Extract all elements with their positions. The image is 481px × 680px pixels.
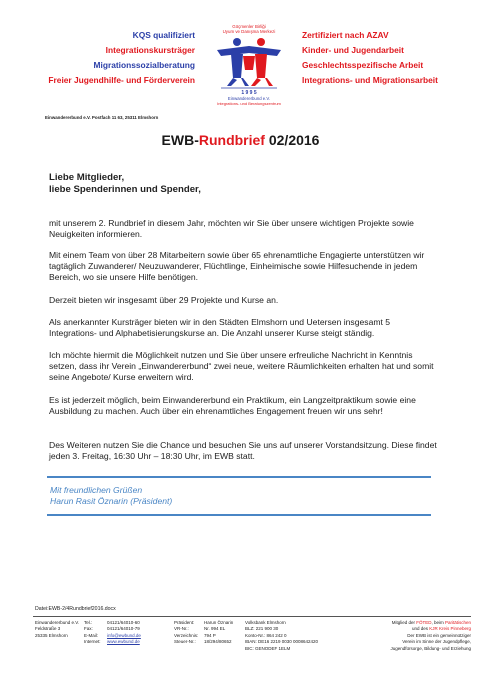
- header-left-line-4: Freier Jugendhilfe- und Förderverein: [48, 75, 195, 85]
- footer-email-link[interactable]: info@ewbund.de: [107, 632, 141, 638]
- footer-vr-label: VR-Nr.:: [174, 626, 189, 632]
- footer-city: 25335 Elmshorn: [35, 632, 68, 638]
- greeting-line-1: Liebe Mitglieder,: [49, 172, 125, 183]
- svg-text:Göçmenler Birliği: Göçmenler Birliği: [232, 24, 266, 29]
- footer-registry-values: [204, 620, 233, 646]
- footer-president-value: Harun Öznarin: [204, 620, 234, 625]
- paragraph-4: Als anerkannter Kursträger bieten wir in den Städten Elmshorn und Uetersen insgesamt 5 Integrations- und Alphabetisierungskurse an. Die Anzahl unserer Kurse steigt ständig.: [49, 317, 391, 338]
- footer-tax-value: 18/294/80652: [204, 639, 232, 645]
- footer-website-link[interactable]: www.ewbund.de: [107, 639, 140, 645]
- header-right-line-4: Integrations- und Migrationsarbeit: [302, 75, 438, 85]
- header-left-line-2: Integrationskursträger: [105, 45, 195, 55]
- footer-membership-line-4: Verein im Sinne der Jugendpflege,: [402, 639, 471, 645]
- paragraph-2: Mit einem Team von über 28 Mitarbeitern sowie über 65 ehrenamtliche Engagierte unterstützen wir tagtäglich Zuwanderer/ Neuzuwanderer, Flüchtlinge, Einheimische sowie Hilfesuchende in jedem Bereich, wo sie unsere Hilfe benötigen.: [49, 250, 425, 282]
- footer-bank-info: [245, 620, 318, 652]
- footer-registry-labels: [174, 620, 198, 646]
- organization-logo: [203, 20, 295, 106]
- paragraph-1: mit unserem 2. Rundbrief in diesem Jahr, möchten wir Sie über unsere wichtigen Projekte sowie Neuigkeiten informieren.: [49, 218, 414, 239]
- greeting-line-2: liebe Spenderinnen und Spender,: [49, 184, 201, 195]
- footer-email-label: E-Mail:: [84, 632, 99, 638]
- logo-graphic-icon: [203, 20, 295, 106]
- footer-iban: IBAN: DE16 2219 0030 0008642420: [245, 639, 319, 645]
- footer-membership-line-1: Mitglied der FÖTED, beim Paritätischen: [391, 620, 471, 625]
- footer-membership: [343, 620, 471, 652]
- header-right-line-1: Zertifiziert nach AZAV: [302, 30, 389, 40]
- footer-fax-value: 04121/64010-79: [107, 626, 140, 632]
- signature-closing: Mit freundlichen Grüßen: [50, 485, 143, 495]
- title-suffix: 02/2016: [264, 132, 320, 148]
- header-left-line-3: Migrationssozialberatung: [93, 60, 195, 70]
- paragraph-7: Des Weiteren nutzen Sie die Chance und besuchen Sie uns auf unserer Vorstandsitzung. Diese findet jeden 3. Freitag, 16:30 Uhr – 18:30 Uhr, im EWB statt.: [49, 440, 437, 461]
- footer-account: Konto-Nr.: 864 242 0: [245, 632, 287, 638]
- footer-membership-line-3: Der EWB ist ein gemeinnütziger: [407, 632, 471, 638]
- signature-name: Harun Rasit Öznarin (Präsident): [50, 496, 173, 506]
- footer-tax-label: Steuer-Nr.:: [174, 639, 196, 645]
- footer-blz: BLZ: 221 900 30: [245, 626, 279, 632]
- header-left-line-1: KQS qualifiziert: [132, 30, 195, 40]
- footer-tel-label: Tel.:: [84, 620, 93, 625]
- footer-fax-label: Fax:: [84, 626, 93, 632]
- footer-membership-line-5: Jugendfürsorge, Bildung- und Erziehung: [390, 645, 471, 651]
- header-right-line-3: Geschlechtsspezifische Arbeit: [302, 60, 424, 70]
- signature-bottom-rule: [47, 514, 431, 516]
- file-name-label: Datei:EWB-2/4Rundbrief2016.docx: [35, 606, 116, 612]
- footer-vr-value: Nr. 994 EL: [204, 626, 226, 632]
- header-right-line-2: Kinder- und Jugendarbeit: [302, 45, 404, 55]
- footer-directory-value: 794 P: [204, 632, 216, 638]
- svg-text:Uyum ve Danışma Merkezi: Uyum ve Danışma Merkezi: [222, 29, 276, 34]
- footer-bic: BIC: GENODEF 1ELM: [245, 645, 291, 651]
- footer-contact-labels: [84, 620, 101, 646]
- greeting: [49, 172, 201, 196]
- document-title: [0, 132, 481, 148]
- header-right-block: [302, 28, 480, 88]
- footer-directory-label: Verzeichnis:: [174, 632, 199, 638]
- footer-divider: [33, 616, 471, 617]
- paragraph-3: Derzeit bieten wir insgesamt über 29 Projekte und Kurse an.: [49, 295, 279, 305]
- footer-tel-value: 04121/64010-60: [107, 620, 140, 625]
- footer-street: Feldstraße 3: [35, 626, 61, 632]
- footer-address: [35, 620, 79, 639]
- signature-top-rule: [47, 476, 431, 478]
- header-left-block: [0, 28, 195, 88]
- footer-president-label: Präsident:: [174, 620, 195, 625]
- sender-address-line: Einwandererbund e.V. Postfach 11 63, 25311 Elmshorn: [45, 115, 159, 120]
- svg-text:1 9 9 5: 1 9 9 5: [241, 90, 257, 96]
- title-highlight: Rundbrief: [198, 132, 265, 148]
- paragraph-6: Es ist jederzeit möglich, beim Einwandererbund ein Praktikum, ein Langzeitpraktikum sowie eine Ausbildung zu machen. Auch über ein ehrenamtliches Engagement freuen wir uns sehr!: [49, 395, 416, 416]
- footer-bank-name: Volksbank Elmshorn: [245, 620, 286, 625]
- footer-membership-line-2: und des KJR Kreis Pinneberg: [411, 626, 471, 632]
- paragraph-5: Ich möchte hiermit die Möglichkeit nutzen und Sie über unsere erfreuliche Nachricht in Kenntnis setzen, dass ihr Verein „Einwandererbund“ zwei neue, weitere Räumlichkeiten erhalten hat und somit seine Angebote/ Kurse erweitern wird.: [49, 350, 434, 382]
- footer-internet-label: Internet:: [84, 639, 101, 645]
- footer-contact-values: [107, 620, 141, 646]
- svg-text:Einwandererbund e.V.: Einwandererbund e.V.: [227, 96, 271, 101]
- title-prefix: EWB-: [161, 132, 199, 148]
- svg-text:Integrations- und Beratungszen: Integrations- und Beratungszentrum: [217, 101, 281, 106]
- footer-org-name: Einwandererbund e.V.: [35, 620, 80, 625]
